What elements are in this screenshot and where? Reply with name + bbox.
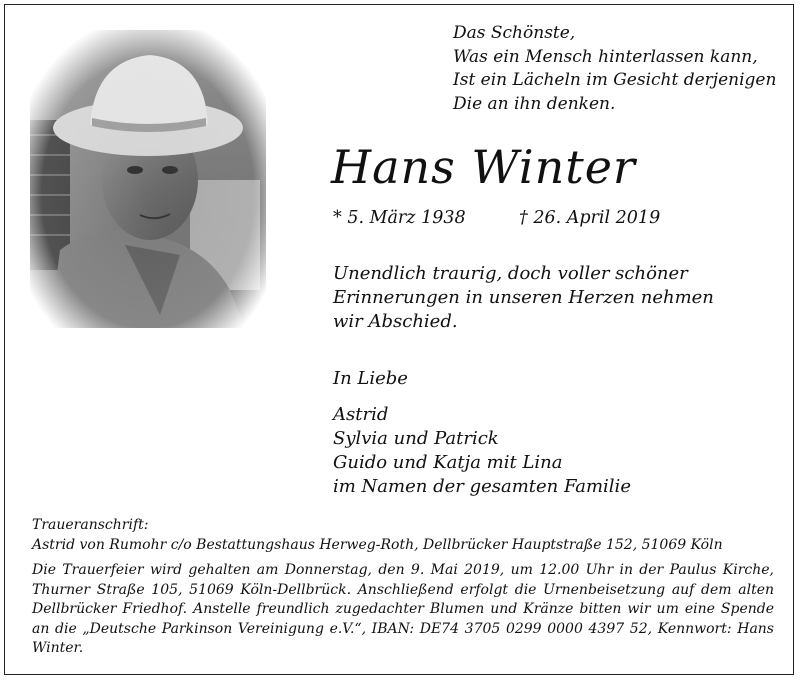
funeral-service-info: Die Trauerfeier wird gehalten am Donnerstag, den 9. Mai 2019, um 12.00 Uhr in der Paulus Kirche, Thurner Straße 105, 51069 Köln-Dellbrück. Anschließend erfolgt die Urnenbeisetzung auf dem alten Dellbrücker Friedhof. Anstelle freundlich zugedachter Blumen und Kränze bitten wir um eine Spende an die „Deutsche Parkinson Vereinigung e.V.“, IBAN: DE74 3705 0299 0000 4397 52, Kennwort: Hans Winter. — [32, 562, 774, 657]
poem-line: Was ein Mensch hinterlassen kann, — [453, 46, 758, 67]
message-line: wir Abschied. — [333, 311, 458, 332]
deceased-name: Hans Winter — [331, 140, 636, 194]
poem-line: Das Schönste, — [453, 23, 576, 43]
in-love-label: In Liebe — [333, 368, 408, 389]
portrait-photo-image — [30, 30, 266, 328]
mourner-name: Sylvia und Patrick — [333, 428, 499, 449]
poem — [453, 22, 776, 116]
death-date: † 26. April 2019 — [519, 208, 661, 228]
mourners-list — [333, 403, 631, 499]
birth-date: * 5. März 1938 — [333, 208, 466, 228]
address-label: Traueranschrift: — [32, 517, 149, 533]
mourner-name: Astrid — [333, 404, 389, 425]
poem-line: Ist ein Lächeln im Gesicht derjenigen — [453, 70, 777, 90]
mourning-address — [32, 516, 723, 555]
portrait-photo — [30, 30, 266, 328]
poem-line: Die an ihn denken. — [453, 93, 616, 114]
message-line: Unendlich traurig, doch voller schöner — [333, 263, 688, 284]
mourner-name: im Namen der gesamten Familie — [333, 476, 631, 497]
farewell-message — [333, 262, 714, 334]
message-line: Erinnerungen in unseren Herzen nehmen — [333, 287, 714, 308]
mourner-name: Guido und Katja mit Lina — [333, 452, 563, 473]
address-text: Astrid von Rumohr c/o Bestattungshaus Herweg-Roth, Dellbrücker Hauptstraße 152, 51069 Köln — [32, 536, 723, 553]
